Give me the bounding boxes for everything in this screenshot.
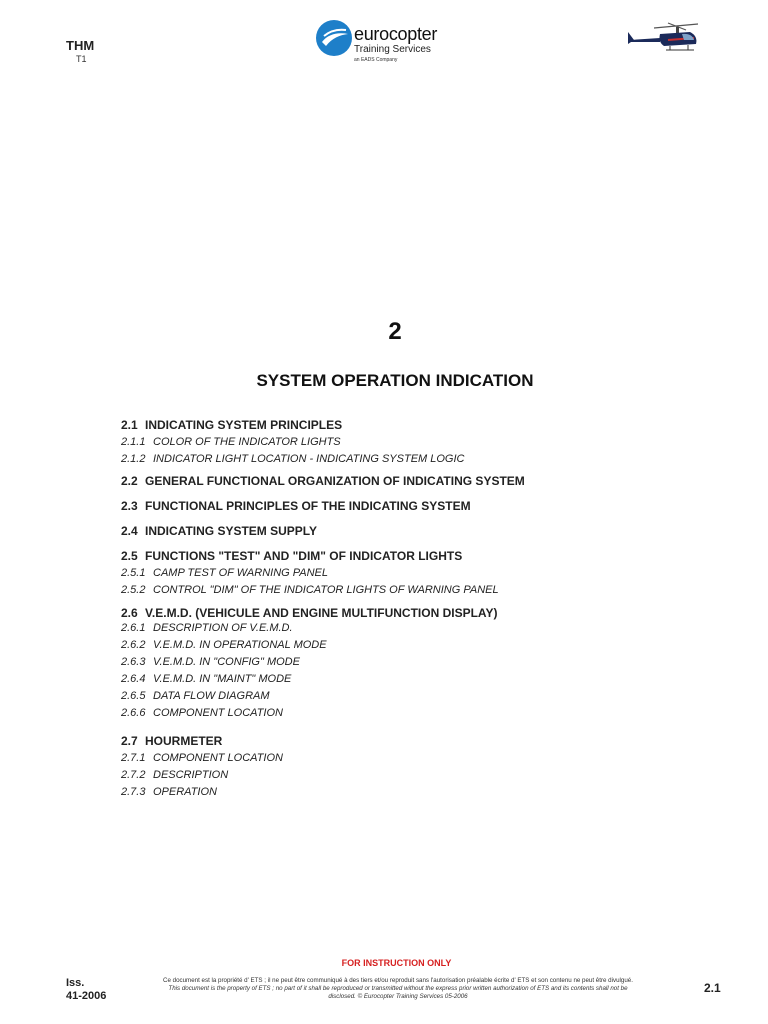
toc-subsection-title: V.E.M.D. IN OPERATIONAL MODE [153,639,327,651]
toc-subsection [121,622,681,635]
toc-section-number: 2.2 [121,474,138,488]
toc-section-number: 2.4 [121,524,138,538]
toc-subsection [121,639,681,652]
toc-section-title: V.E.M.D. (VEHICULE AND ENGINE MULTIFUNCTION DISPLAY) [145,606,498,620]
legal-notice [160,977,636,1001]
toc-subsection-number: 2.6.6 [121,707,146,719]
toc-subsection [121,707,681,720]
logo-tagline: an EADS Company [354,57,398,63]
toc-subsection-title: CONTROL "DIM" OF THE INDICATOR LIGHTS OF WARNING PANEL [153,584,499,596]
toc-subsection-number: 2.1.1 [121,436,146,448]
document-subcode: T1 [76,54,87,64]
toc-subsection [121,453,681,466]
toc-subsection-number: 2.5.2 [121,584,146,596]
toc-subsection-number: 2.7.1 [121,752,146,764]
toc-section-title: INDICATING SYSTEM SUPPLY [145,524,318,538]
toc-subsection-number: 2.1.2 [121,453,146,465]
instruction-notice: FOR INSTRUCTION ONLY [341,958,452,968]
toc-section-2-6 [121,606,681,720]
toc-subsection-title: OPERATION [153,786,217,798]
table-of-contents [121,418,681,799]
toc-subsection-title: COMPONENT LOCATION [153,752,283,764]
toc-subsection-title: V.E.M.D. IN "CONFIG" MODE [153,656,300,668]
toc-section-number: 2.1 [121,418,138,432]
toc-section-2-5 [121,549,681,597]
eurocopter-logo [316,20,476,68]
logo-subtitle: Training Services [354,44,431,55]
toc-subsection-number: 2.7.3 [121,786,146,798]
toc-subsection-title: CAMP TEST OF WARNING PANEL [153,567,329,579]
toc-section-2-4 [121,524,681,539]
toc-section-title: GENERAL FUNCTIONAL ORGANIZATION OF INDICATING SYSTEM [145,474,525,488]
toc-subsection [121,786,681,799]
toc-section-number: 2.7 [121,734,138,748]
chapter-number: 2 [388,318,402,345]
legal-notice-french: Ce document est la propriété d' ETS ; il ne peut être communiqué à des tiers et/ou reproduit sans l'autorisation préalable écrite d' ETS et son contenu ne peut être divulgué. [163,977,633,984]
toc-subsection-title: COMPONENT LOCATION [153,707,283,719]
toc-section-number: 2.6 [121,606,138,620]
toc-section-2-3 [121,499,681,514]
legal-notice-english: This document is the property of ETS ; no part of it shall be reproduced or transmitted without the express prior written authorization of ETS and its contents shall not be disclosed. © Eurocopter Training Services 05-2006 [168,985,628,1000]
logo-wordmark: eurocopter [354,24,438,44]
toc-section-2-1 [121,418,681,466]
toc-subsection-number: 2.6.1 [121,622,146,634]
document-code: THM [66,38,95,53]
toc-subsection-number: 2.6.5 [121,690,146,702]
toc-section-title: FUNCTIONAL PRINCIPLES OF THE INDICATING SYSTEM [145,499,471,513]
toc-section-number: 2.3 [121,499,138,513]
toc-subsection-title: V.E.M.D. IN "MAINT" MODE [153,673,292,685]
toc-section-2-7 [121,734,681,799]
page-number: 2.1 [704,981,721,995]
toc-subsection [121,673,681,686]
toc-subsection-number: 2.5.1 [121,567,146,579]
toc-subsection [121,584,681,597]
toc-section-title: FUNCTIONS "TEST" AND "DIM" OF INDICATOR LIGHTS [145,549,463,563]
toc-subsection-title: COLOR OF THE INDICATOR LIGHTS [153,436,341,448]
logo-swirl-icon [316,20,352,56]
chapter-title: SYSTEM OPERATION INDICATION [256,371,534,390]
toc-subsection-number: 2.6.2 [121,639,146,651]
toc-subsection-number: 2.6.4 [121,673,146,685]
toc-subsection-title: INDICATOR LIGHT LOCATION - INDICATING SYSTEM LOGIC [153,453,465,465]
toc-subsection-title: DATA FLOW DIAGRAM [153,690,270,702]
toc-section-number: 2.5 [121,549,138,563]
toc-subsection [121,567,681,580]
toc-subsection-number: 2.6.3 [121,656,146,668]
toc-subsection [121,436,681,449]
toc-subsection [121,656,681,669]
issue-date: 41-2006 [66,990,107,1002]
toc-subsection [121,752,681,765]
toc-subsection-title: DESCRIPTION OF V.E.M.D. [153,622,293,634]
toc-subsection [121,769,681,782]
toc-section-2-2 [121,474,681,489]
toc-section-title: INDICATING SYSTEM PRINCIPLES [145,418,343,432]
issue-label: Iss. [66,977,85,989]
toc-subsection-title: DESCRIPTION [153,769,229,781]
toc-subsection [121,690,681,703]
toc-section-title: HOURMETER [145,734,223,748]
helicopter-icon [624,20,700,60]
toc-subsection-number: 2.7.2 [121,769,146,781]
